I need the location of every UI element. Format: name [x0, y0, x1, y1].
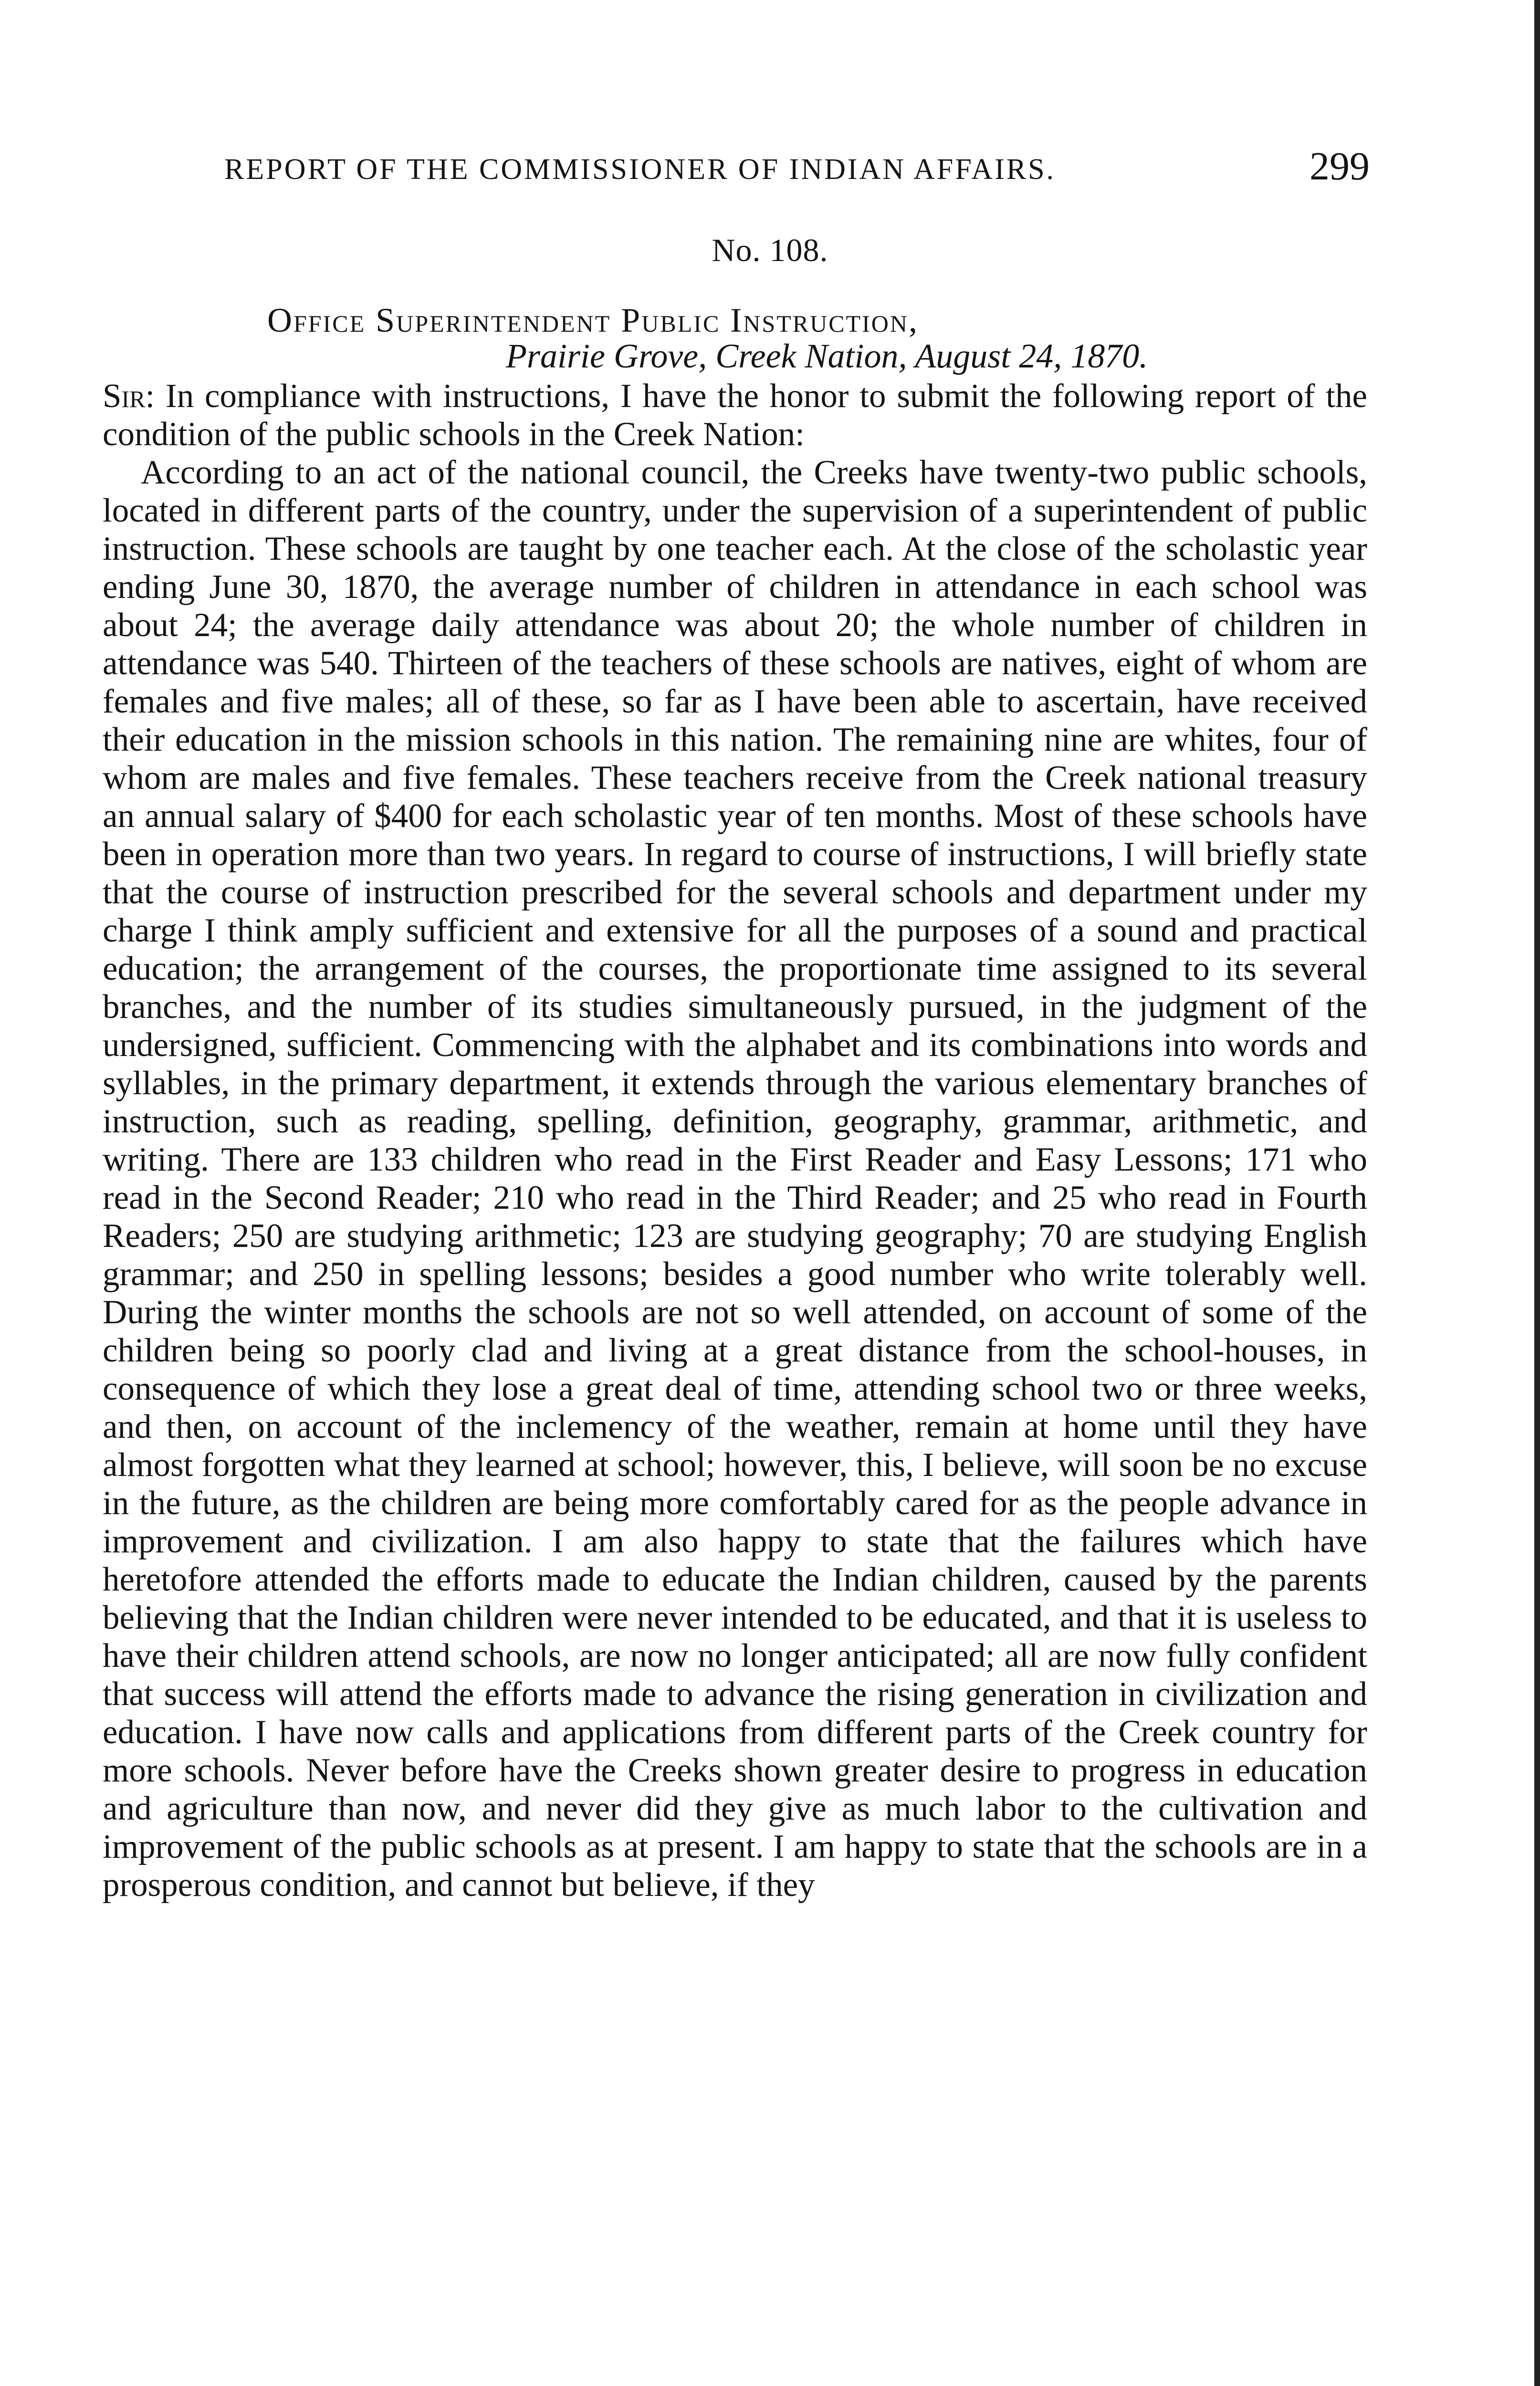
- running-title: REPORT OF THE COMMISSIONER OF INDIAN AFFAIRS.: [224, 153, 1056, 186]
- office-heading: Office Superintendent Public Instruction,: [267, 301, 919, 339]
- page-number: 299: [1310, 144, 1370, 188]
- salutation: Sir:: [103, 377, 155, 415]
- document-number: No. 108.: [712, 232, 828, 268]
- paragraph-main: According to an act of the national council, the Creeks have twenty-two public schools, located in different parts of the country, under the supervision of a superintendent of public instruction. These schools are taught by one teacher each. At the close of the scholastic year ending June 30, 1870, the average number of children in attendance in each school was about 24; the average daily attendance was about 20; the whole number of children in attendance was 540. Thirteen of the teachers of these schools are natives, eight of whom are females and five males; all of these, so far as I have been able to ascertain, have received their education in the mission schools in this nation. The remaining nine are whites, four of whom are males and five females. These teachers receive from the Creek national treasury an annual salary of $400 for each scholastic year of ten months. Most of these schools have been in operation more than two years. In regard to course of instructions, I will briefly state that the course of instruction prescribed for the several schools and department under my charge I think amply sufficient and extensive for all the purposes of a sound and practical education; the arrangement of the courses, the proportionate time assigned to its several branches, and the number of its studies simultaneously pursued, in the judgment of the undersigned, sufficient. Commencing with the alphabet and its combinations into words and syllables, in the primary department, it extends through the various elementary branches of instruction, such as reading, spelling, definition, geography, grammar, arithmetic, and writing. There are 133 children who read in the First Reader and Easy Lessons; 171 who read in the Second Reader; 210 who read in the Third Reader; and 25 who read in Fourth Readers; 250 are studying arithmetic; 123 are studying geography; 70 are studying English grammar; and 250 in spelling lessons; besides a good number who write tolerably well. During the winter months the schools are not so well attended, on account of some of the children being so poorly clad and living at a great distance from the school-houses, in consequence of which they lose a great deal of time, attending school two or three weeks, and then, on account of the inclemency of the weather, remain at home until they have almost forgotten what they learned at school; however, this, I believe, will soon be no excuse in the future, as the children are being more comfortably cared for as the people advance in improvement and civilization. I am also happy to state that the failures which have heretofore attended the efforts made to educate the Indian children, caused by the parents believing that the Indian children were never intended to be educated, and that it is useless to have their children attend schools, are now no longer anticipated; all are now fully confident that success will attend the efforts made to advance the rising generation in civilization and education. I have now calls and applications from different parts of the Creek country for more schools. Never before have the Creeks shown greater desire to progress in education and agriculture than now, and never did they give as much labor to the cultivation and improvement of the public schools as at present. I am happy to state that the schools are in a prosperous condition, and cannot but believe, if they: [103, 454, 1367, 1904]
- letter-body: [103, 377, 1367, 1904]
- paragraph-text: In compliance with instructions, I have the honor to submit the following report of the condition of the public schools in the Creek Nation:: [103, 377, 1367, 453]
- place-date-line: Prairie Grove, Creek Nation, August 24, 1870.: [506, 337, 1148, 375]
- paragraph-intro: [103, 377, 1367, 453]
- running-header: [224, 143, 1370, 191]
- page-edge-border: [1534, 0, 1540, 2386]
